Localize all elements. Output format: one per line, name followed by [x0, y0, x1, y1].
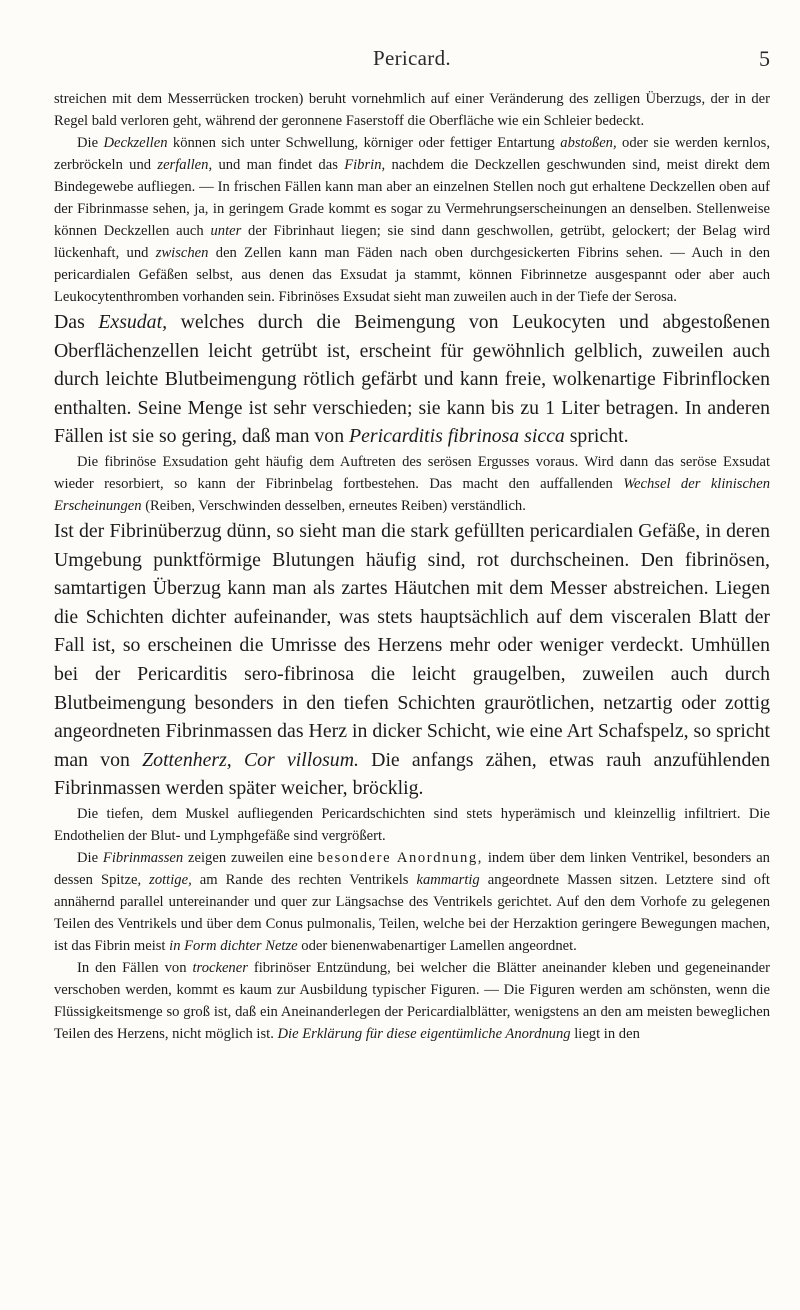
paragraph — [54, 308, 770, 451]
emphasis: Die Erklärung für diese eigentümliche Anordnung — [277, 1025, 571, 1042]
emphasis: zwischen — [155, 245, 209, 261]
emphasis: kammartig — [416, 871, 480, 888]
text-run: den Zellen kann man Fäden nach oben durchgesickerten Fibrins sehen. — Auch in den pericardialen Gefäßen selbst, aus denen das Exsudat ja stammt, können Fibrinnetze ausgespannt oder aber auch Leukocytenthromben vorhanden sein. Fibrinöses Exsudat sieht man zuweilen auch in der Tiefe der Serosa. — [54, 245, 770, 305]
emphasis: abstoßen, — [560, 135, 617, 151]
paragraph — [54, 451, 770, 517]
text-run: am Rande des rechten Ventrikels — [191, 871, 417, 888]
text-run: indem über dem linken Ventrikel, besonders an dessen Spitze, — [54, 849, 770, 888]
text-run: Die tiefen, dem Muskel aufliegenden Pericardschichten sind stets hyperämisch und kleinzellig infiltriert. Die Endothelien der Blut- und Lymphgefäße sind vergrößert. — [54, 805, 770, 844]
emphasis: Zottenherz, Cor villosum. — [142, 748, 359, 771]
text-run: liegt in den — [570, 1025, 640, 1042]
paragraph — [54, 803, 770, 847]
text-run: Ist der Fibrinüberzug dünn, so sieht man die stark gefüllten pericardialen Gefäße, in deren Umgebung punktförmige Blutungen häufig sind, rot durchscheinen. Den fibrinösen, samtartigen Überzug kann man als zartes Häutchen mit dem Messer abstreichen. Liegen die Schichten dichter aufeinander, was stets hauptsächlich auf dem visceralen Blatt der Fall ist, so erscheinen die Umrisse des Herzens mehr oder weniger verdeckt. Umhüllen bei der Pericarditis sero-fibrinosa die leicht graugelben, zuweilen auch durch Blutbeimengung besonders in den tiefen Schichten graurötlichen, netzartig oder zottig angeordneten Fibrinmassen das Herz in dicker Schicht, wie eine Art Schafspelz, so spricht man von — [54, 519, 770, 771]
emphasis: Exsudat, — [98, 311, 168, 333]
emphasis: Deckzellen — [103, 135, 168, 151]
text-run: Die anfangs zähen, etwas rauh anzufühlenden Fibrinmassen werden später weicher, bröcklig. — [54, 748, 770, 800]
running-title: Pericard. — [373, 46, 451, 70]
text-run: der Fibrinhaut liegen; sie sind dann geschwollen, getrübt, gelockert; der Belag wird lückenhaft, und — [54, 223, 770, 261]
text-run: fibrinöser Entzündung, bei welcher die Blätter aneinander kleben und gegeneinander verschoben werden, kommt es kaum zur Ausbildung typischer Figuren. — Die Figuren werden am schönsten, wenn die Flüssigkeitsmenge so groß ist, daß ein Aneinanderlegen der Pericardialblätter, wenigstens an den am meisten beweglichen Teilen des Herzens, nicht möglich ist. — [54, 959, 770, 1042]
text-run: Das — [54, 311, 99, 333]
text-run: Die — [77, 849, 103, 866]
paragraph — [54, 517, 770, 803]
emphasis: zerfallen, — [157, 157, 213, 173]
paragraph — [54, 847, 770, 957]
text-run: und man findet das — [212, 157, 345, 173]
text-run: streichen mit dem Messerrücken trocken) beruht vornehmlich auf einer Veränderung des zelligen Überzugs, der in der Regel bald verloren geht, während der geronnene Faserstoff die Oberfläche wie ein Schleier bedeckt. — [54, 91, 770, 129]
page-header — [54, 46, 770, 76]
spaced-emphasis: besondere Anordnung, — [317, 849, 483, 866]
text-run: können sich unter Schwellung, körniger oder fettiger Entartung — [167, 135, 561, 151]
emphasis: trockener — [192, 959, 248, 976]
emphasis: unter — [210, 223, 242, 239]
text-run: spricht. — [564, 425, 629, 448]
text-run: Die fibrinöse Exsudation geht häufig dem Auftreten des serösen Ergusses voraus. Wird dann das seröse Exsudat wieder resorbiert, so kann der Fibrinbelag fortbestehen. Das macht den auffallenden — [54, 453, 770, 492]
text-run: angeordnete Massen sitzen. Letztere sind oft annähernd parallel untereinander und quer zur Längsachse des Ventrikels gerichtet. Auf den dem Vorhofe zu gelegenen Teilen des Ventrikels und über dem Conus pulmonalis, Teilen, welche bei der Herzaktion geringere Bewegungen machen, ist das Fibrin meist — [54, 871, 770, 954]
page-body — [54, 88, 770, 1045]
paragraph — [54, 132, 770, 308]
paragraph — [54, 957, 770, 1045]
text-run: zeigen zuweilen eine — [183, 849, 318, 866]
emphasis: in Form dichter Netze — [169, 937, 298, 954]
text-run: Die — [77, 135, 104, 151]
emphasis: Pericarditis fibrinosa sicca — [349, 425, 565, 448]
emphasis: Fibrin, — [344, 157, 386, 173]
paragraph — [54, 88, 770, 132]
text-run: (Reiben, Verschwinden desselben, erneutes Reiben) verständlich. — [141, 497, 526, 514]
emphasis: Fibrinmassen — [102, 849, 184, 866]
emphasis: zottige, — [149, 871, 192, 888]
text-run: In den Fällen von — [77, 959, 193, 976]
text-run: nachdem die Deckzellen geschwunden sind, meist direkt dem Bindegewebe aufliegen. — In frischen Fällen kann man aber an einzelnen Stellen noch gut erhaltene Deckzellen oben auf der Fibrinmasse sehen, ja, in geringem Grade kommt es sogar zu Vermehrungserscheinungen an denselben. Stellenweise können Deckzellen auch — [54, 157, 770, 239]
page-number: 5 — [759, 46, 770, 71]
text-run: oder bienenwabenartiger Lamellen angeordnet. — [297, 937, 577, 954]
emphasis: Wechsel der klinischen Erscheinungen — [54, 475, 770, 514]
text-run: welches durch die Beimengung von Leukocyten und abgestoßenen Oberflächenzellen leicht getrübt ist, erscheint für gewöhnlich gelblich, zuweilen auch durch leichte Blutbeimengung rötlich gefärbt und kann freie, wolkenartige Fibrinflocken enthalten. Seine Menge ist sehr verschieden; sie kann bis zu 1 Liter betragen. In anderen Fällen ist sie so gering, daß man von — [54, 311, 770, 448]
text-run: oder sie werden kernlos, zerbröckeln und — [54, 135, 770, 173]
